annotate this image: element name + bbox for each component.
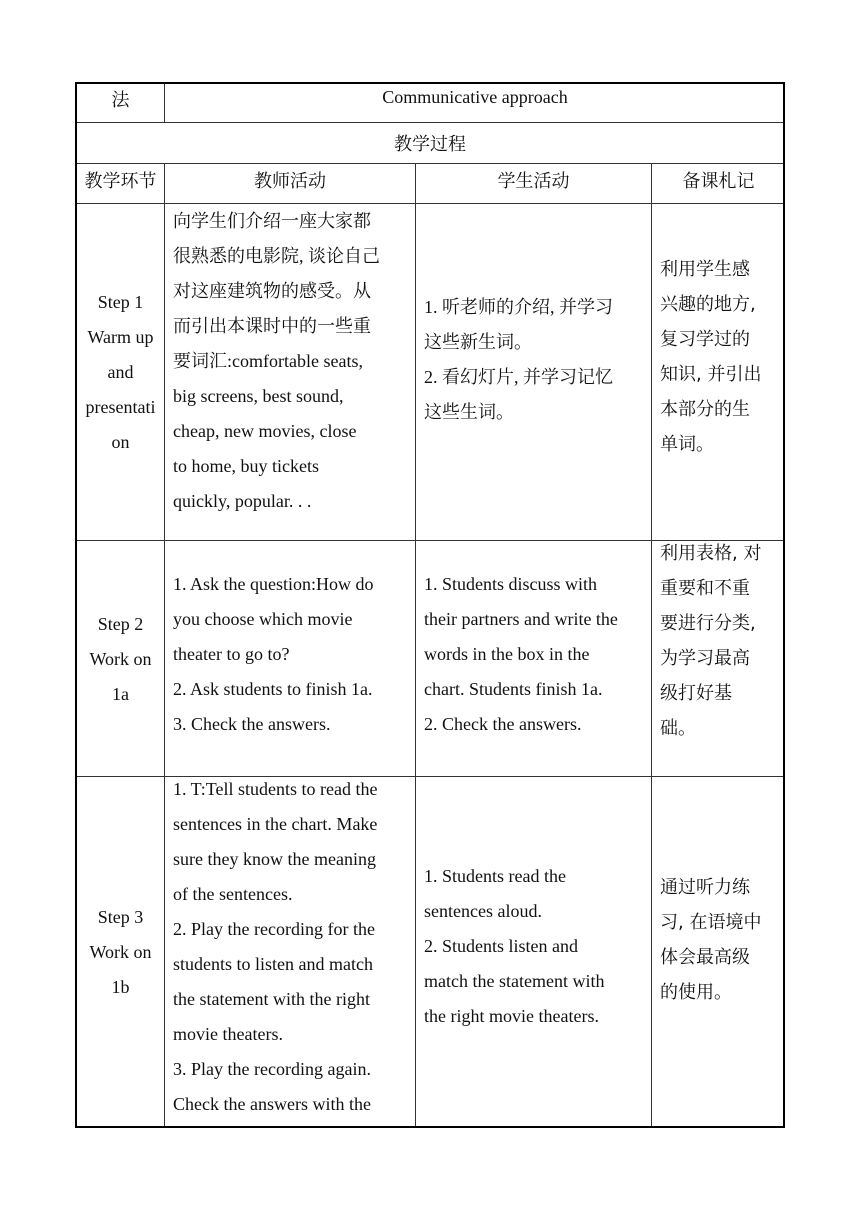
step-3-student-activity: 1. Students read the sentences aloud. 2. Students listen and match the statement with the right movie theaters.: [424, 866, 605, 1026]
step-1-teacher-activity: 向学生们介绍一座大家都 很熟悉的电影院, 谈论自己 对这座建筑物的感受。从 而引出本课时中的一些重 要词汇:comfortable seats, big screens, best sound, cheap, new movies, close to home, buy tickets quickly, popular. . .: [173, 211, 380, 511]
step-3-notes: 通过听力练 习, 在语境中 体会最高级 的使用。: [660, 877, 762, 1003]
method-value: Communicative approach: [382, 87, 568, 107]
method-label: 法: [111, 90, 130, 111]
step-1-label: Step 1 Warm up and presentati on: [85, 291, 156, 452]
header-student-activity: 学生活动: [497, 171, 570, 192]
step-1-notes: 利用学生感 兴趣的地方, 复习学过的 知识, 并引出 本部分的生 单词。: [660, 259, 762, 455]
step-2-label: Step 2 Work on 1a: [89, 613, 152, 704]
step-3-label: Step 3 Work on 1b: [89, 907, 152, 997]
section-title: 教学过程: [394, 134, 466, 155]
column-divider: [164, 163, 165, 1126]
step-3-teacher-activity: 1. T:Tell students to read the sentences in the chart. Make sure they know the meaning of the sentences. 2. Play the recording for the students to listen and match the statement with the right movie theaters. 3. Play the recording again. Check the answers with the: [173, 779, 378, 1114]
column-divider: [415, 163, 416, 1126]
header-notes: 备课札记: [682, 171, 755, 192]
lesson-plan-table: [75, 82, 785, 1128]
step-2-student-activity: 1. Students discuss with their partners and write the words in the box in the chart. Students finish 1a. 2. Check the answers.: [424, 574, 618, 734]
step-2-notes: 利用表格, 对 重要和不重 要进行分类, 为学习最高 级打好基 础。: [660, 543, 762, 739]
step-1-student-activity: 1. 听老师的介绍, 并学习 这些新生词。 2. 看幻灯片, 并学习记忆 这些生词。: [424, 297, 613, 422]
header-teacher-activity: 教师活动: [254, 171, 326, 192]
header-stage: 教学环节: [84, 171, 157, 192]
step-2-teacher-activity: 1. Ask the question:How do you choose which movie theater to go to? 2. Ask students to finish 1a. 3. Check the answers.: [173, 574, 374, 734]
